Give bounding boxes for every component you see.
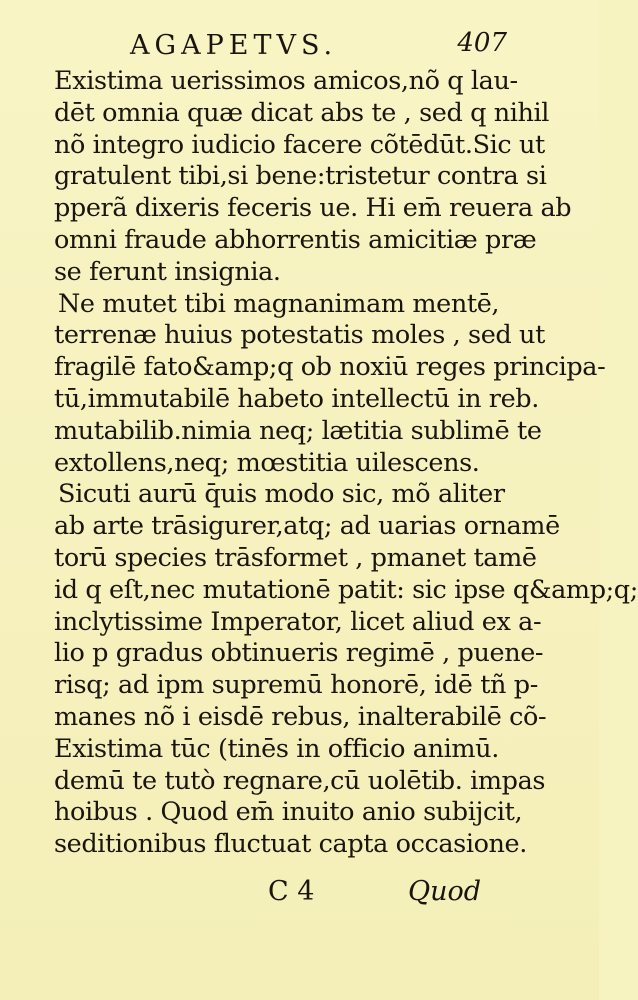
text-line: ab arte trāsigurer,atq; ad uarias ornamē (54, 511, 560, 542)
text-line: terrenæ huius potestatis moles , sed ut (54, 320, 545, 351)
text-line: demū te tutò regnare,cū uolētib. impas (54, 765, 546, 796)
text-line: hoibus . Quod em̄ inuito anio subijcit, (54, 797, 523, 828)
text-line: se ferunt insignia. (54, 256, 281, 287)
body-text (54, 66, 638, 861)
catch-line (0, 874, 599, 910)
text-line: lio p gradus obtinueris regimē , puene- (54, 638, 544, 669)
text-line: nõ integro iudicio facere cõtēdūt.Sic ut (54, 129, 545, 160)
running-title: AGAPETVS. (130, 30, 338, 61)
text-line: risq; ad ipm supremū honorē, idē tñ p- (54, 670, 538, 701)
text-line: inclytissime Imperator, licet aliud ex a- (54, 606, 542, 637)
text-line: manes nõ i eisdē rebus, inalterabilē cõ- (54, 701, 547, 732)
text-line: torū species trāsformet , pmanet tamē (54, 542, 537, 573)
text-line: seditionibus fluctuat capta occasione. (54, 829, 527, 860)
page-number: 407 (457, 28, 507, 58)
text-line: pperã dixeris feceris ue. Hi em̄ reuera ab (54, 193, 572, 224)
text-line: dēt omnia quæ dicat abs te , sed q nihil (54, 97, 550, 128)
text-line: fragilē fato&amp;q ob noxiū reges principa- (54, 352, 606, 383)
text-line: Existima tūc (tinēs in officio animū. (54, 733, 499, 764)
text-line: tū,immutabilē habeto intellectū in reb. (54, 383, 539, 414)
text-line: id q eſt,nec mutationē patit: sic ipse q&amp;q; (54, 574, 638, 605)
signature-mark: C 4 (268, 876, 315, 907)
text-line: Ne mutet tibi magnanimam mentē, (58, 288, 500, 319)
catchword: Quod (408, 876, 482, 907)
text-line: mutabilib.nimia neq; lætitia sublimē te (54, 415, 542, 446)
text-line: extollens,neq; mœstitia uilescens. (54, 447, 480, 478)
text-line: omni fraude abhorrentis amicitiæ præ (54, 224, 537, 255)
text-line: Existima uerissimos amicos,nõ q lau- (54, 66, 518, 96)
text-line: Sicuti aurū q̄uis modo sic, mõ aliter (58, 479, 505, 510)
text-line: gratulent tibi,si bene:tristetur contra si (54, 161, 547, 192)
